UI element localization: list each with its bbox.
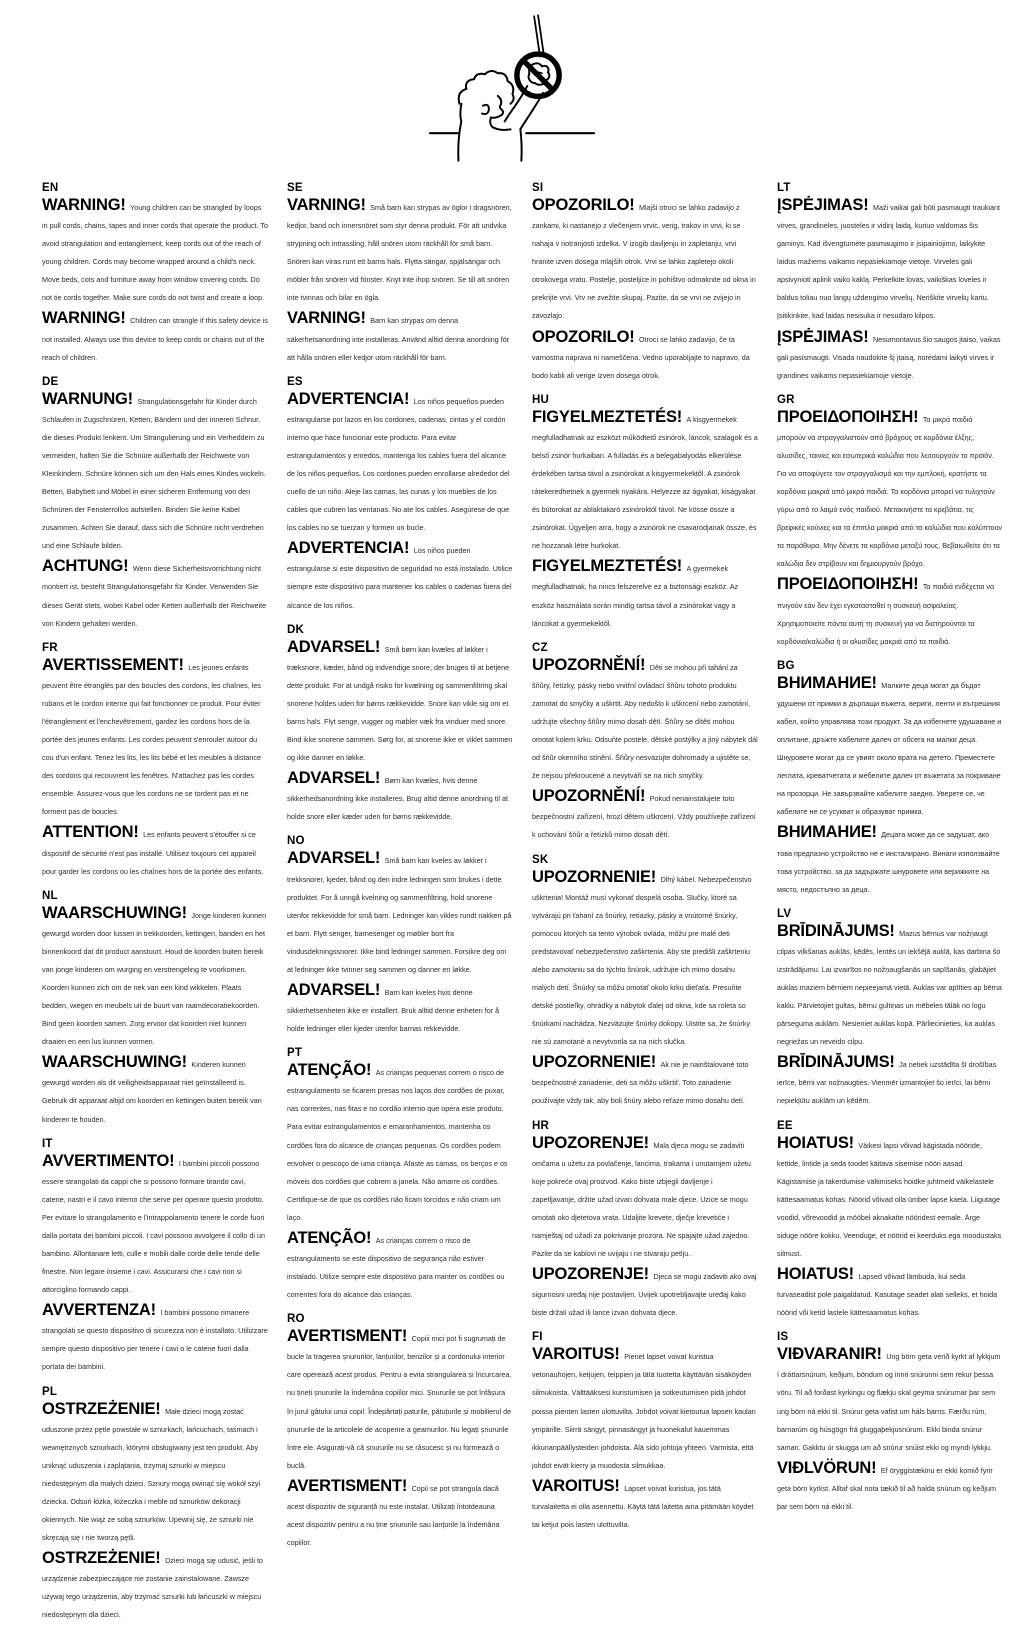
warning-paragraph [287, 391, 513, 536]
lang-section-sk [532, 854, 758, 1109]
warning-body-text: I bambini piccoli possono essere strangolati da cappi che si possono formare tirando cavi, catene, nastri e il cavo interno che serve per operare questo prodotto. Per evitare lo strangolamento e l'intrappolamento tenere le corde fuori dalla portata dei bambini piccoli. I cavi possono avvolgere il collo di un bambino. Allontanare letti, culle e mobili dalle corde delle tende delle finestre. Non legare insieme i cavi. Assicurarsi che i cavi non si attorciglino formando cappi. [42, 1158, 265, 1295]
child-hair [459, 71, 514, 104]
warning-headword: AVERTISSEMENT! [42, 655, 184, 674]
warning-body-text: Mala djeca mogu se zadaviti omčama u užetu za povlačenje, lancima, trakama i unutarnjem užetu koje pokreće ovaj proizvod. Kako biste izbjegli davljenje i zapetljavanje, držite užad izvan dohvata male djece. Uzice se mogu omotati oko djetetova vrata. Udaljite krevete, dječje krevetiće i namještaj od užadi za pokrivanje prozora. Ne spajajte užad zajedno. Pazite da se kablovi ne uvijaju i ne stvaraju petlju. [532, 1140, 751, 1258]
warning-body-text: Børn kan kvæles, hvis denne sikkerhedsanordning ikke installeres. Brug altid denne anordning til at holde snore eller kæder uden for børns rækkevidde. [287, 776, 508, 822]
warning-paragraph [532, 329, 758, 383]
warning-body-text: Kinderen kunnen gewurgd worden als dit veiligheidsapparaat niet geïnstalleerd is. Gebruik dit apparaat altijd om koorden en kettingen buiten bereik van kinderen te houden. [42, 1060, 262, 1124]
warning-paragraph [287, 310, 513, 364]
language-code: EN [42, 182, 59, 194]
warning-headword: ΠΡΟΕΙΔΟΠΟΙΗΣΗ! [777, 575, 919, 594]
warning-headword: ĮSPĖJIMAS! [777, 327, 869, 346]
warning-headword: ADVERTENCIA! [287, 389, 410, 408]
warning-illustration [0, 0, 1024, 174]
language-code: EE [777, 1119, 793, 1132]
warning-headword: VIÐLVÖRUN! [777, 1458, 877, 1477]
language-code: IS [777, 1331, 789, 1344]
warning-headword: HOIATUS! [777, 1265, 854, 1284]
language-code: RO [287, 1313, 305, 1326]
warning-headword: OSTRZEŻENIE! [42, 1549, 161, 1568]
lang-section-fr [42, 642, 268, 879]
warning-headword: AVVERTENZA! [42, 1301, 156, 1320]
lang-section-gr [777, 394, 1003, 649]
warning-body-text: Små barn kan strypas av öglor i dragsnören, kedjor, band och innersnöret som styr denna produkt. För att undvika strypning och intrassling, håll snören utom räckhåll för små barn. Snören kan viras runt ett barns hals. Flytta sängar, spjälsängar och möbler från snören vid fönster. Knyt inte ihop snören. Se till att snören inte tvinnas och bilar en ögla. [287, 203, 512, 303]
warning-paragraph [777, 576, 1003, 648]
warning-paragraph [777, 824, 1003, 896]
warning-headword: HOIATUS! [777, 1133, 854, 1152]
warning-paragraph [42, 1401, 268, 1546]
lang-section-it [42, 1138, 268, 1375]
warning-body-text: Τα παιδιά ενδέχεται να πνιγούν εάν δεν έχει εγκατασταθεί η συσκευή ασφαλείας. Χρησιμοποιείτε πάντα αυτή τη συσκευή για να διατηρούνται τα κορδόνια/καλώδια ή οι αλυσίδες μακριά από τα παιδιά. [777, 582, 995, 646]
warning-headword: ADVARSEL! [287, 769, 381, 788]
warning-headword: ΠΡΟΕΙΔΟΠΟΙΗΣΗ! [777, 407, 919, 426]
language-code: SE [287, 182, 303, 194]
warning-body-text: Dzieci mogą się udusić, jeśli to urządzenie zabezpieczające nie zostanie zainstalowane. Zawsze używaj tego urządzenia, aby trzymać sznurki lub łańcuszki w miejscu niedostępnym dla dzieci. [42, 1556, 263, 1620]
warning-body-text: Djeca se mogu zadaviti ako ovaj sigurnosni uređaj nije postavljen. Uvijek upotrebljavajte uređaj kako biste držali užad ili lance izvan dohvata djece. [532, 1272, 757, 1318]
warning-headword: ADVARSEL! [287, 849, 381, 868]
language-code: CZ [532, 641, 548, 654]
lang-section-hr [532, 1120, 758, 1321]
warning-body-text: Los niños pueden estrangularse si este dispositivo de seguridad no está instalado. Utilice siempre este dispositivo para mantener los cables o cadenas fuera del alcance de los niños. [287, 546, 513, 610]
language-code: GR [777, 393, 795, 406]
warning-body-text: Los niños pequeños pueden estrangularse por lazos en los cordones, cadenas, cintas y el cordón interno que hace funcionar este producto. Para evitar estrangulamientos y enredos, mantenga los cables fuera del alcance de los niños pequeños. Los cordones pueden enrollarse alrededor del cuello de un niño. Aleje las camas, las cunas y los muebles de los cables que cubren las ventanas. No ate los cables. Asegúrese de que los cables no se tuerzan y formen un bucle. [287, 396, 510, 533]
warning-headword: ВНИМАНИЕ! [777, 823, 877, 842]
warning-headword: VAROITUS! [532, 1476, 620, 1495]
warning-headword: AVERTISMENT! [287, 1327, 408, 1346]
child-ear [482, 105, 489, 114]
warning-paragraph [287, 1478, 513, 1550]
lang-section-en [42, 182, 268, 365]
warning-headword: OPOZORILO! [532, 327, 635, 346]
warning-body-text: Ung börn geta verið kyrkt af lykkjum í dráttarsnúrum, keðjum, böndum og innri snúrunni sem rekur þessa vöru. Til að forðast kyrkingu og flækju skal geyma snúrurnar þar sem ung börn ná ekki til. Snúrur geta vafist um háls barns. Færðu rúm, barnarúm og húsgögn frá gluggaþekjusnúrum. Ekki binda snúrur saman. Gakktu úr skugga um að snúrur snúist ekki og myndi lykkju. [777, 1352, 1001, 1452]
warning-body-text: Τα μικρά παιδιά μπορούν να στραγγαλιστούν από βρόχους σε κορδόνια έλξης, αλυσίδες, ταινίες και εσωτερικά καλώδια που λειτουργούν το προϊόν. Για να αποφύγετε τον στραγγαλισμό και την εμπλοκή, κρατήστε τα κορδόνια μακριά από μικρά παιδιά. Τα κορδόνια μπορεί να τυλιχτούν γύρω από το λαιμό ενός παιδιού. Μετακινήστε τα κρεβάτια, τις βρεφικές κούνιες και τα έπιπλα μακριά από τα καλώδια που καλύπτουν τα παράθυρα. Μην δένετε τα κορδόνια μεταξύ τους. Βεβαιωθείτε ότι τα καλώδια δεν στρίβουν και δημιουργούν βρόχο. [777, 414, 1002, 569]
warning-paragraph [532, 788, 758, 842]
warning-paragraph [287, 197, 513, 305]
warning-body-text: Young children can be strangled by loops in pull cords, chains, tapes and inner cords that operate the product. To avoid strangulation and entanglement, keep cords out of the reach of young children. Cords may become wrapped around a child's neck. Move beds, cots and furniture away from window covering cords. Do not tie cords together. Make sure cords do not twist and create a loop. [42, 203, 269, 303]
warning-headword: UPOZORNĚNÍ! [532, 655, 646, 674]
warning-body-text: Väikesi lapsi võivad kägistada nööride, kettide, lintide ja seda toodet käitava sisemise nööri aasad. Kägistamise ja takerdumise vältimiseks hoidke juhtmeid väikelastele kättesaamatus kohas. Nöörid võivad olla ümber lapse kaela. Liigutage voodid, võrevoodid ja mööbel aknakatte nööridest eemale. Ärge siduge nööre kokku. Veenduge, et nöörid ei keerduks ega moodustaks silmust. [777, 1140, 1002, 1258]
warning-paragraph [287, 1062, 513, 1225]
lang-section-es [287, 376, 513, 613]
warning-headword: AVERTISMENT! [287, 1476, 408, 1495]
language-code: HU [532, 393, 550, 406]
language-code: PL [42, 1385, 58, 1398]
warning-headword: ADVARSEL! [287, 637, 381, 656]
warning-paragraph [42, 310, 268, 364]
warning-paragraph [42, 391, 268, 554]
column-2 [287, 182, 513, 1633]
warning-paragraph [532, 197, 758, 324]
warning-paragraph [777, 1135, 1003, 1262]
warning-body-text: Děti se mohou při tahání za šňůry, řetízky, pásky nebo vnitřní ovládací šňůru tohoto produktu zamotat do smyčky a uškrtit. Aby nedošlo k uškrcení nebo zamotání, udržujte všechny šňůry mimo dosah dětí. Šňůry se dítěti mohou omotat kolem krku. Odsuňte postele, dětské postýlky a jiný nábytek dál od šňůr okenního stínění. Šňůry nesvazujte dohromady a ujistěte se, že nejsou překroucené a nevytváří se na nich smyčky. [532, 662, 758, 781]
warning-headword: UPOZORNENIE! [532, 1053, 657, 1072]
lang-section-lt [777, 182, 1003, 383]
child-torso [520, 129, 521, 160]
warning-paragraph [287, 639, 513, 766]
warning-body-text: Copiii mici pot fi sugrumați de bucle la tragerea șnururilor, lanțurilor, benzilor și a cordonului interior care operează acest produs. Pentru a evita strangularea și încurcarea, nu țineți șnururile la îndemâna copiilor mici. Șnururile se pot înfășura în jurul gâtului unui copil. Îndepărtați paturile, pătuțurile și mobilierul de șnururile de la articolele de acoperire a geamurilor. Nu legați șnururile între ele. Asigurați-vă că șnururile nu se răsucesc și nu formează o buclă. [287, 1334, 512, 1470]
child-back-outline [458, 104, 461, 161]
child-neck [490, 117, 510, 129]
warning-headword: ADVERTENCIA! [287, 539, 410, 558]
lang-section-si [532, 182, 758, 383]
language-code: HR [532, 1119, 550, 1132]
warning-headword: WARNING! [42, 196, 126, 214]
warning-headword: UPOZORENJE! [532, 1265, 649, 1284]
language-code: NL [42, 889, 58, 902]
warning-headword: VAROITUS! [532, 1345, 620, 1364]
warning-body-text: Mazus bērnus var nožņaugt cilpas vilkšanas auklās, ķēdēs, lentēs un iekšējā auklā, kas darbina šo izstrādājumu. Lai izvairītos no nožņaugšanās un sapīšanās, glabājiet auklas maziem bērniem nepieejamā vietā. Auklas var aptīties ap bērna kaklu. Pārvietojiet gultas, bērnu gultiņas un mēbeles tālāk no logu pārseguma auklām. Nesieniet auklas kopā. Pārliecinieties, ka auklas negriežas un neveido cilpu. [777, 928, 1002, 1047]
warning-paragraph [42, 905, 268, 1050]
warning-paragraph [42, 197, 268, 305]
lang-section-ro [287, 1313, 513, 1550]
warning-headword: VIÐVARANIR! [777, 1345, 882, 1364]
warning-headword: ATTENTION! [42, 823, 139, 842]
warning-headword: ĮSPĖJIMAS! [777, 196, 869, 214]
warning-body-text: Ef öryggistækinu er ekki komið fyrir geta börn kyrkst. Alltaf skal nota tækið til að halda snúrum og keðjum þar sem börn ná ekki til. [777, 1465, 996, 1511]
warning-headword: WARNING! [42, 309, 126, 328]
lang-section-pl [42, 1386, 268, 1623]
warning-body-text: Ja netiek uzstādīta šī drošības ierīce, bērni var nožņaugties. Vienmēr izmantojiet šo ierīci, lai bērni nepiekļūtu auklām un ķēdēm. [777, 1060, 997, 1106]
warning-headword: UPOZORNĚNÍ! [532, 787, 646, 806]
warning-body-text: Mlajši otroci se lahko zadavijo z zankami, ki nastanejo z vlečenjem vrvic, verig, trakov in vrvi, ki se nahaja v notranjosti izdelka. V izogib davljenju in zapletanju, vrvi hranite izven dosega mlajših otrok. Vrvi se lahko zapletejo okoli otrokovega vratu. Postelje, posteljice in pohištvo odmaknite od okna in prekrijte vrvi. Vrv ne zvežite skupaj. Pazite, da se vrvi ne zvijejo in zavozlajo. [532, 203, 756, 321]
language-code: SK [532, 853, 549, 866]
lang-section-ee [777, 1120, 1003, 1321]
warning-headword: UPOZORNENIE! [532, 867, 657, 886]
warning-headword: FIGYELMEZTETÉS! [532, 407, 683, 426]
language-code: PT [287, 1047, 303, 1060]
warning-body-text: Små børn kan kvæles af løkker i træksnore, kæder, bånd og indvendige snore, der bruges til at betjene dette produkt. For at undgå risiko for kvælning og sammenfiltring skal snorene holdes uden for børns rækkevidde. Snore kan vikle sig om et barns hals. Flyt senge, vugger og møbler væk fra vinduer med snore. Bind ikke snorene sammen. Sørg for, at snorene ikke er viklet sammen og ikke danner en løkke. [287, 644, 513, 763]
lang-section-is [777, 1331, 1003, 1514]
warning-headword: WAARSCHUWING! [42, 1053, 187, 1072]
warning-body-text: Copii se pot strangula dacă acest dispozitiv de siguranță nu este instalat. Utilizați întotdeauna acest dispozitiv pentru a nu ține șnururile sau lanțurile la îndemâna copiilor. [287, 1483, 500, 1548]
language-code: ES [287, 375, 303, 388]
warning-paragraph [532, 558, 758, 630]
warning-body-text: Les jeunes enfants peuvent être étranglés par des boucles des cordons, les chaînes, les rubans et le cordon interne qui fait fonctionner ce produit. Pour éviter l'étranglement et l'enchevêtrement, gardez les cordons hors de la portée des jeunes enfants. Les cordes peuvent s'enrouler autour du cou d'un enfant. Tenez les lits, les lits bébé et les meubles à distance des cordons qui recouvrent les fenêtres. N'attachez pas les cordes ensemble. Assurez-vous que les cordons ne se tordent pas et ne forment pas de boucles. [42, 662, 261, 817]
warning-body-text: Barn kan kveles hvis denne sikkerhetsenheten ikke er installert. Bruk alltid denne enheten for å holde ledninger eller kjeder utenfor barnas rekkevidde. [287, 987, 500, 1034]
warning-paragraph [532, 409, 758, 554]
warning-paragraph [777, 1266, 1003, 1320]
warning-body-text: Pokud nenainstalujete toto bezpečnostní zařízení, hrozí dětem uškrcení. Vždy používejte zařízení k uchování šňůr a řetízků mimo dosah dětí. [532, 794, 756, 840]
warning-paragraph [777, 1346, 1003, 1454]
warning-body-text: Lapset voivat kuristua, jos tätä turvalaitetta ei olla asennettu. Käytä tätä laitetta aina pitämään köydet tai ketjut pois lasten ulottuvilta. [532, 1483, 754, 1529]
warning-paragraph [42, 1550, 268, 1622]
language-code: IT [42, 1137, 53, 1150]
warning-paragraph [777, 1054, 1003, 1108]
warning-paragraph [777, 409, 1003, 572]
warning-headword: OPOZORILO! [532, 196, 635, 214]
warning-headword: ADVARSEL! [287, 980, 381, 999]
lang-section-bg [777, 660, 1003, 897]
warning-headword: WARNUNG! [42, 389, 133, 408]
warning-paragraph [532, 1054, 758, 1108]
warning-paragraph [42, 1302, 268, 1374]
warning-paragraph [532, 1135, 758, 1262]
warning-paragraph [777, 197, 1003, 324]
warning-paragraph [287, 540, 513, 612]
warning-paragraph [532, 657, 758, 784]
lang-section-no [287, 835, 513, 1036]
language-code: BG [777, 659, 795, 672]
warning-headword: OSTRZEŻENIE! [42, 1399, 161, 1418]
warning-body-text: Nesumontavus šio saugos įtaiso, vaikas gali pasismaugti. Visada naudokite šį įtaisą, norėdami laikyti virves ir grandines vaikams nepasiekiamoje vietoje. [777, 334, 1001, 380]
warning-body-text: A gyermekek megfulladhatnak, ha nincs felszerelve ez a biztonsági eszköz. Az eszköz használata során mindig tartsa távol a zsinórokat vagy a láncokat a gyermekektől. [532, 564, 739, 628]
language-columns [0, 174, 1024, 1633]
warning-paragraph [532, 1266, 758, 1320]
lang-section-pt [287, 1047, 513, 1302]
warning-body-text: Ak nie je nainštalované toto bezpečnostné zariadenie, deti sa môžu uškrtiť. Toto zariadenie používajte vždy tak, aby boli šnúry alebo reťaze mimo dosahu detí. [532, 1060, 749, 1106]
child-face-profile [491, 96, 503, 118]
warning-body-text: Maži vaikai gali būti pasmaugti traukiant virves, grandinėles, juosteles ir vidinį laidą, kuriuo valdomas šis gaminys. Kad išvengtumėte pasmaugimo ir įsipainiojimo, laikykite laidus mažiems vaikams nepasiekiamoje vietoje. Virvelės gali apsivynioti aplink vaiko kaklą. Perkelkite lovas, vaikiškas loveles ir baldus toliau nuo langų uždengimo virvelių. Neriškite virvelių kartu. Įsitikinkite, kad laidas nesisuka ir nesudaro kilpos. [777, 203, 1001, 321]
warning-paragraph [532, 1346, 758, 1473]
warning-paragraph [287, 1230, 513, 1302]
warning-headword: BRĪDINĀJUMS! [777, 921, 895, 940]
warning-paragraph [777, 329, 1003, 383]
warning-headword: AVVERTIMENTO! [42, 1151, 175, 1170]
warning-paragraph [777, 923, 1003, 1050]
warning-body-text: Children can strangle if this safety device is not installed. Always use this device to keep cords or chains out of the reach of children. [42, 316, 268, 362]
column-4 [777, 182, 1003, 1633]
warning-paragraph [287, 770, 513, 824]
warning-paragraph [287, 982, 513, 1036]
warning-body-text: Малките деца могат да бъдат удушени от примки в дърпащи въжета, вериги, ленти и вътрешния кабел, който управлява този продукт. За да избегнете удушаване и оплитане, дръжте кабелите далеч от обсега на малки деца. Шнуровете могат да се увият около врата на детето. Преместете леглата, креватчетата и мебелите далеч от въжетата за покриване на прозорци. Не завързвайте кабелите заедно. Уверете се, че кабелите не се усукват и образуват примка. [777, 680, 1002, 817]
warning-paragraph [42, 657, 268, 820]
warning-paragraph [777, 1460, 1003, 1514]
warning-body-text: A kisgyermekek megfulladhatnak az eszközt működtető zsinórok, láncok, szalagok és a belső zsinór hurkaiban. A fulladás és a belegabalyodás elkerülése érdekében tartsa távol a zsinórokat a kisgyermekektől. A zsinórok rátekeredhetnek a gyermek nyakára. Helyezze az ágyakat, kiságyakat és bútorokat az ablaktakaró zsinóroktól távol. Ne kösse össze a zsinórokat. Ügyeljen arra, hogy a zsinórok ne csavarodjanak össze, és ne hozzanak létre hurkokat. [532, 414, 758, 551]
warning-body-text: As crianças pequenas correm o risco de estrangulamento se ficarem presas nos laços dos cordões de puxar, nas correntes, nas fitas e no cordão interno que opera este produto. Para evitar estrangulamentos e emaranhamentos, mantenha os cordões fora do alcance de crianças pequenas. Os cordões podem envolver o pescoço de uma criança. Afaste as camas, os berços e os móveis dos cordões que cobrem a janela. Não amarre os cordões. Certifique-se de que os cordões não ficam torcidos e não criam um laço. [287, 1068, 508, 1222]
warning-headword: UPOZORENJE! [532, 1133, 649, 1152]
language-code: DE [42, 375, 59, 388]
warning-body-text: Pienet lapset voivat kuristua vetonauhojen, ketjujen, teippien ja tätä tuotetta käyttävän sisäköyden silmukoista. Välttääksesi kuristumisen ja sotkeutumisen pidä johdot poissa pienten lasten ulottuvilta. Johdot voivat kietoutua lapsen kaulan ympärille. Siirrä sängyt, pinnasängyt ja huonekalut kauemmas ikkunanpäällysteiden johdoista. Älä sido johtoja yhteen. Varmista, että johdot eivät kierry ja muodosta silmukkaa. [532, 1352, 756, 1470]
lang-section-de [42, 376, 268, 631]
lang-section-lv [777, 908, 1003, 1109]
warning-headword: ACHTUNG! [42, 557, 129, 576]
language-code: LT [777, 182, 791, 194]
warning-paragraph [42, 824, 268, 878]
warning-body-text: Barn kan strypas om denna säkerhetsanordning inte installeras. Använd alltid denna anordning för att hålla snören eller kedjor utom räckhåll för barn. [287, 316, 510, 362]
child-grabbing-cord-prohibition-illustration [426, 12, 598, 164]
warning-body-text: Otroci se lahko zadavijo, če ta varnostna naprava ni nameščena. Vedno uporabljajte to napravo, da bodo kabli ali verige izven dosega otrok. [532, 334, 750, 380]
warning-headword: VARNING! [287, 309, 366, 328]
warning-headword: ВНИМАНИЕ! [777, 673, 877, 692]
language-code: DK [287, 623, 305, 636]
lang-section-fi [532, 1331, 758, 1532]
warning-headword: WAARSCHUWING! [42, 903, 187, 922]
lang-section-cz [532, 642, 758, 843]
warning-body-text: I bambini possono rimanere strangolati se questo dispositivo di sicurezza non è installato. Utilizzare sempre questo dispositivo per tenere i cavi o le catene fuori dalla portata dei bambini. [42, 1308, 268, 1372]
column-3 [532, 182, 758, 1633]
language-code: FR [42, 641, 58, 654]
warning-body-text: Små barn kan kveles av løkker i trekksnorer, kjeder, bånd og den indre ledningen som brukes i dette produktet. For å unngå kvelning og sammenfiltring, hold snorene utenfor rekkevidde for små barn. Ledninger kan vikles rundt nakken på et barn. Flytt senger, barnesenger og møbler bort fra vindusdekningssnorer. Ikke bind ledninger sammen. Forsikre deg om at ledninger ikke tvinner seg sammen og danner en løkke. [287, 856, 512, 974]
lang-section-se [287, 182, 513, 365]
warning-headword: ATENÇÃO! [287, 1061, 372, 1080]
language-code: FI [532, 1331, 543, 1344]
warning-headword: FIGYELMEZTETÉS! [532, 557, 683, 576]
warning-paragraph [532, 869, 758, 1050]
warning-paragraph [287, 850, 513, 977]
warning-body-text: Децата може да се задушат, ако това предпазно устройство не е инсталирано. Винаги използвайте това устройство, за да задържате шнуровете или верижките на място, недостъпно за деца. [777, 830, 1000, 894]
language-code: NO [287, 835, 305, 848]
warning-paragraph [532, 1478, 758, 1532]
warning-body-text: As crianças correm o risco de estrangulamento se este dispositivo de segurança não estiver instalado. Utilize sempre este dispositivo para manter os cordões ou correntes fora do alcance das crianças. [287, 1235, 505, 1300]
language-code: LV [777, 907, 792, 920]
warning-body-text: Lapsed võivad lämbuda, kui seda turvaseadist pole paigaldatud. Kasutage seadet alati selleks, et hoida nöörid või ketid lastele kättesaamatus kohas. [777, 1272, 998, 1318]
warning-paragraph [287, 1328, 513, 1473]
lang-section-dk [287, 624, 513, 825]
warning-headword: BRĪDINĀJUMS! [777, 1053, 895, 1072]
warning-paragraph [777, 675, 1003, 820]
language-code: SI [532, 182, 544, 194]
warning-headword: ATENÇÃO! [287, 1228, 372, 1247]
warning-body-text: Jonge kinderen kunnen gewurgd worden door lussen in trekkoorden, kettingen, banden en het binnenkoord dat dit product aanstuurt. Houd de koorden buiten bereik van jonge kinderen om wurging en verstrengeling te voorkomen. Koorden kunnen zich om de nek van een kind wikkelen. Plaats bedden, wiegen en meubels uit de buurt van raamdecoratiekoorden. Bind geen koorden samen. Zorg ervoor dat koorden niet kunnen draaien en een lus kunnen vormen. [42, 910, 267, 1047]
column-1 [42, 182, 268, 1633]
warning-body-text: Dlhý kábel. Nebezpečenstvo uškrtenia! Montáž musí vykonať dospelá osoba. Slučky, ktoré sa vytvárajú pri ťahaní za šnúrky, retiazky, pásky a vnútorné šnúrky, pomocou ktorých sa tento výrobok ovláda, môžu pre malé deti predstavovať nebezpečenstvo zaškrtenia. Aby ste predišli zaškrteniu alebo zamotaniu sa do týchto šnúrok, udržujte ich mimo dosahu malých detí. Šnúrky sa môžu omotať okolo krku dieťaťa. Presuňte detské postieľky, ohrádky a nábytok ďalej od okna, kde sa roleta so šnúrkami nachádza. Nezväzujte šnúrky dokopy. Uistite sa, že šnúrky nie sú zamotané a nevytvorila sa na nich slučka. [532, 874, 752, 1047]
warning-paragraph [42, 1153, 268, 1298]
lang-section-nl [42, 890, 268, 1127]
warning-paragraph [42, 1054, 268, 1126]
warning-body-text: Małe dzieci mogą zostać uduszone przez pętle powstałe w sznurkach, łańcuchach, taśmach i wewnętrznych sznurkach, którymi obsługiwany jest ten produkt. Aby uniknąć uduszenia i zaplątania, trzymaj sznurki w miejscu niedostępnym dla małych dzieci. Sznury mogą owinąć się wokół szyi dziecka. Odsuń łóżka, łóżeczka i meble od sznurków dekoracji okiennych. Nie wiąż ze sobą sznurków. Upewnij się, że sznurki nie skręcają się i nie tworzą pętli. [42, 1406, 261, 1543]
warning-body-text: Les enfants peuvent s'étouffer si ce dispositif de sécurité n'est pas installé. Utilisez toujours cet appareil pour garder les cordons ou les chaînes hors de la portée des enfants. [42, 830, 264, 876]
lang-section-hu [532, 394, 758, 631]
warning-body-text: Strangulationsgefahr für Kinder durch Schlaufen in Zugschnüren, Ketten, Bändern und der inneren Schnur, die dieses Produkt lenkent. Um Strangulierung und ein Verheddern zu vermeiden, halten Sie die Schnüre außerhalb der Reichweite von Kleinkindern. Schnüre können sich um den Hals eines Kindes wickeln. Betten, Babybett und Möbel in einer sicheren Entfernung von den Schnüren der Fensterrollos aufstellen. Binden Sie keine Kabel zusammen. Achten Sie darauf, dass sich die Schnüre nicht verdrehen und eine Schlaufe bilden. [42, 396, 266, 551]
warning-body-text: Wenn diese Sicherheitsvorrichtung nicht montiert ist, besteht Strangulationsgefahr für Kinder. Verwenden Sie dieses Gerät stets, wobei Kabel oder Ketten außerhalb der Reichweite von Kindern gehalten werden. [42, 564, 267, 628]
warning-headword: VARNING! [287, 196, 366, 214]
warning-paragraph [42, 558, 268, 630]
